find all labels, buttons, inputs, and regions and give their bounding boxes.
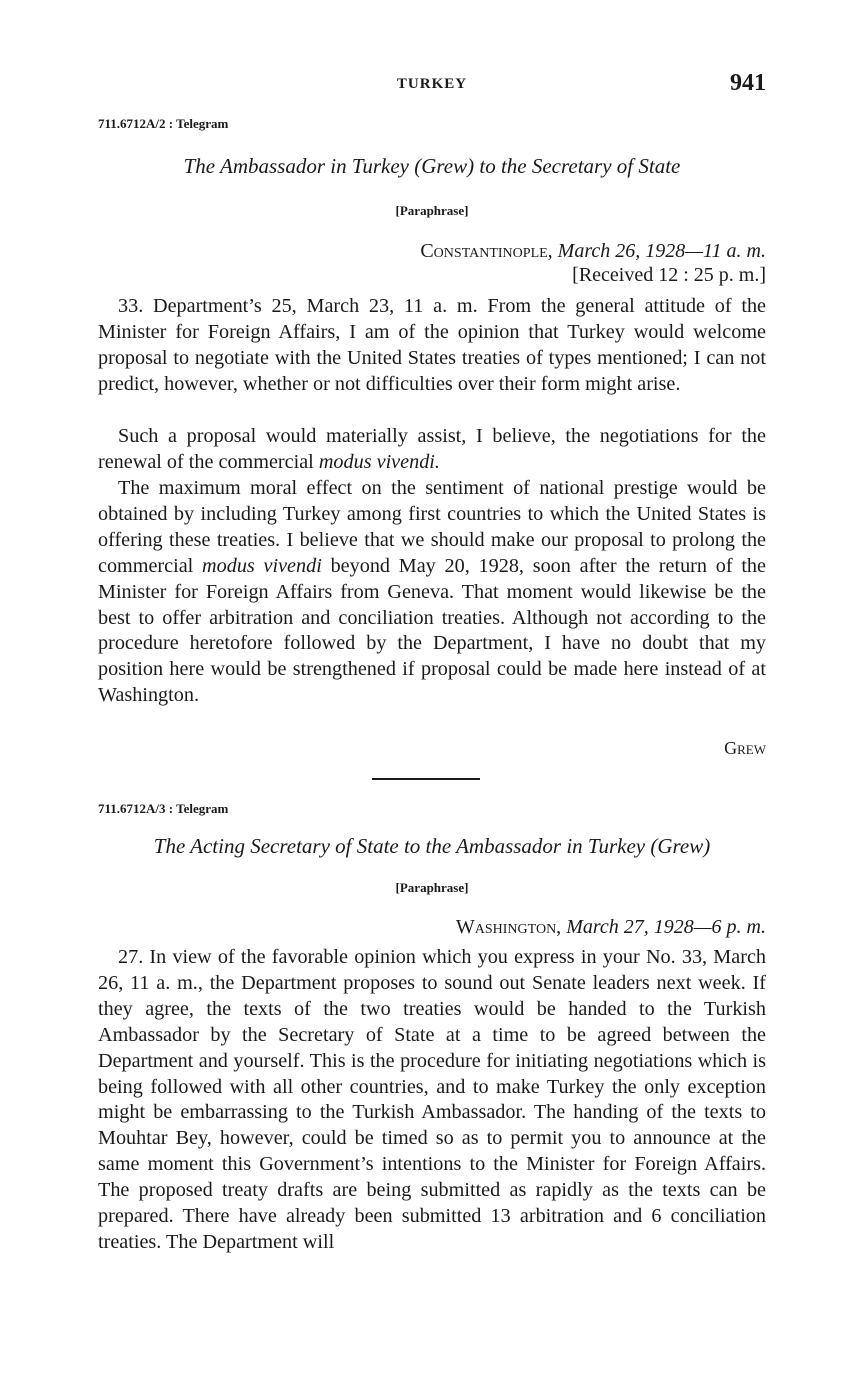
paragraph	[98, 476, 766, 709]
dateline-place: Washington,	[455, 916, 562, 938]
signature: Grew	[724, 738, 766, 758]
paraphrase-label-2: [Paraphrase]	[395, 880, 469, 895]
file-reference-2: 711.6712A/3 : Telegram	[98, 801, 229, 816]
page-number: 941	[730, 70, 766, 96]
italic-term: modus vivendi	[202, 554, 322, 577]
dateline-1	[420, 240, 766, 263]
paragraph: 27. In view of the favorable opinion which you express in your No. 33, March 26, 11 a. m., the Department proposes to sound out Senate leaders next week. If they agree, the texts of the two treaties would be handed to the Turkish Ambassador by the Secretary of State at a time to be agreed between the Department and yourself. This is the procedure for initiating negotiations which is being followed with all other countries, and to make Turkey the only exception might be embarrassing to the Turkish Ambassador. The handing of the texts to Mouhtar Bey, however, could be timed so as to permit you to announce at the same moment this Government’s intentions to the Minister for Foreign Affairs. The proposed treaty drafts are being submitted as rapidly as the texts can be prepared. There have already been submitted 13 arbitration and 6 conciliation treaties. The Department will	[98, 946, 766, 1253]
section-divider	[372, 778, 480, 780]
paragraph-text: The maximum moral effect on the sentiment of national prestige would be obtained by including Turkey among first countries to which the United States is offering these treaties. I believe that we should make our proposal to prolong the commercial	[98, 477, 766, 577]
file-reference-1: 711.6712A/2 : Telegram	[98, 116, 229, 131]
paragraph	[98, 424, 766, 476]
page-header	[98, 72, 766, 102]
italic-term: modus vivendi.	[318, 450, 440, 473]
dateline-date: March 26, 1928—11 a. m.	[557, 240, 766, 262]
paragraph: 33. Department’s 25, March 23, 11 a. m. From the general attitude of the Minister for Foreign Affairs, I am of the opinion that Turkey would welcome proposal to negotiate with the United States treaties of types mentioned; I can not predict, however, whether or not difficulties over their form might arise.	[98, 295, 766, 395]
paragraph-text: Such a proposal would materially assist, I believe, the negotiations for the renewal of the commercial	[98, 425, 766, 473]
paragraph-text: beyond May 20, 1928, soon after the return of the Minister for Foreign Affairs from Geneva. That moment would likewise be the best to offer arbitration and conciliation treaties. Although not according to the procedure heretofore followed by the Department, I have no doubt that my position here would be strengthened if proposal could be made here instead of at Washington.	[98, 554, 766, 707]
dateline-2	[456, 916, 766, 939]
dateline-date: March 27, 1928—6 p. m.	[566, 916, 766, 938]
received-time: [Received 12 : 25 p. m.]	[572, 264, 766, 286]
document-title-1: The Ambassador in Turkey (Grew) to the Secretary of State	[183, 154, 681, 178]
running-head: TURKEY	[396, 76, 468, 92]
document-title-2: The Acting Secretary of State to the Ambassador in Turkey (Grew)	[153, 834, 711, 858]
dateline-place: Constantinople,	[420, 240, 553, 262]
paraphrase-label-1: [Paraphrase]	[395, 203, 469, 218]
